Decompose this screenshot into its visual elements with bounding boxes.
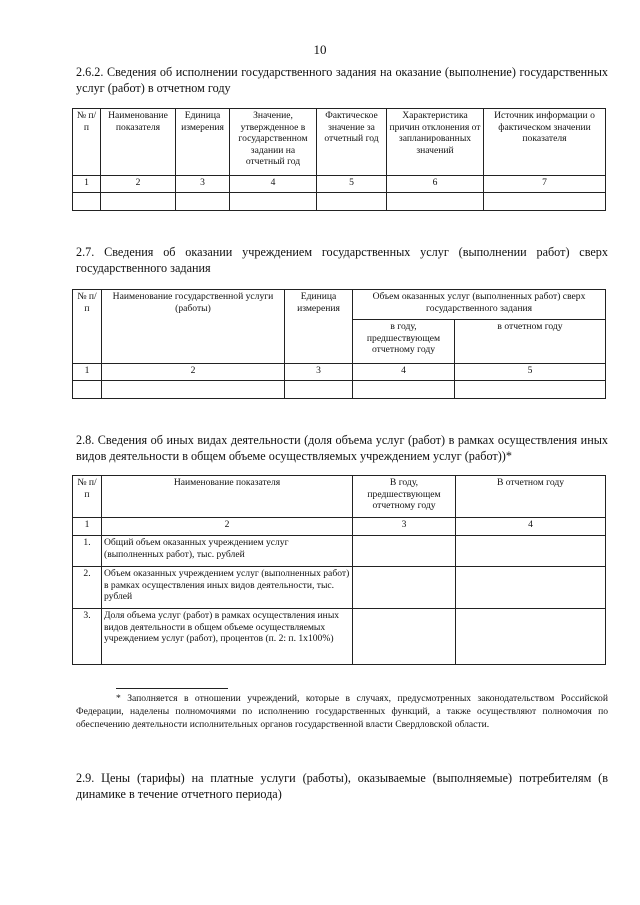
table-2-7 [72, 289, 606, 399]
table-row [73, 609, 606, 665]
empty-cell [353, 381, 455, 399]
header-cell: Характеристика причин отклонения от запланированных значений [387, 109, 484, 176]
empty-cell [455, 381, 606, 399]
row-number: 1. [73, 536, 102, 567]
column-number: 3 [285, 364, 353, 381]
header-cell: В году, предшествующем отчетному году [353, 476, 456, 518]
column-number: 6 [387, 176, 484, 193]
column-number: 1 [73, 518, 102, 536]
empty-cell [484, 193, 606, 211]
row-number: 2. [73, 567, 102, 609]
header-cell: № п/п [73, 290, 102, 364]
value-cell-reporting-year [456, 536, 606, 567]
header-cell: Наименование показателя [101, 109, 176, 176]
column-number: 1 [73, 176, 101, 193]
column-number: 3 [176, 176, 230, 193]
footnote-separator [116, 688, 228, 689]
page-number: 10 [313, 42, 327, 57]
table-header-row [73, 290, 606, 320]
column-number: 5 [317, 176, 387, 193]
header-cell: Фактическое значение за отчетный год [317, 109, 387, 176]
empty-cell [73, 381, 102, 399]
column-number: 2 [101, 176, 176, 193]
empty-cell [317, 193, 387, 211]
value-cell-previous-year [353, 567, 456, 609]
empty-cell [102, 381, 285, 399]
section-2-7-heading: 2.7. Сведения об оказании учреждением государственных услуг (выполнении работ) сверх государственного задания [76, 245, 608, 275]
column-number: 2 [102, 364, 285, 381]
empty-cell [230, 193, 317, 211]
empty-cell [73, 193, 101, 211]
empty-cell [285, 381, 353, 399]
header-cell: Наименование государственной услуги (работы) [102, 290, 285, 364]
table-row [73, 536, 606, 567]
indicator-name: Доля объема услуг (работ) в рамках осуществления иных видов деятельности в общем объеме осуществляемых учреждением услуг (работ), процентов (п. 2: п. 1х100%) [102, 609, 353, 665]
column-number: 4 [353, 364, 455, 381]
table-header-row [73, 109, 606, 176]
subheader-cell: в отчетном году [455, 320, 606, 364]
table-2-8 [72, 475, 606, 665]
column-number: 1 [73, 364, 102, 381]
indicator-name: Объем оказанных учреждением услуг (выполненных работ) в рамках осуществления иных видов деятельности, тыс. рублей [102, 567, 353, 609]
table-2-6-2 [72, 108, 606, 211]
empty-cell [176, 193, 230, 211]
empty-row [73, 381, 606, 399]
empty-cell [387, 193, 484, 211]
section-2-8-heading: 2.8. Сведения об иных видах деятельности (доля объема услуг (работ) в рамках осуществления иных видов деятельности в общем объеме осуществляемых учреждением услуг (работ))* [76, 433, 608, 463]
column-number-row [73, 518, 606, 536]
value-cell-reporting-year [456, 609, 606, 665]
subheader-cell: в году, предшествующем отчетному году [353, 320, 455, 364]
header-cell: Единица измерения [176, 109, 230, 176]
column-number: 5 [455, 364, 606, 381]
header-cell: Значение, утвержденное в государственном задании на отчетный год [230, 109, 317, 176]
empty-cell [101, 193, 176, 211]
column-number: 3 [353, 518, 456, 536]
column-number: 4 [230, 176, 317, 193]
column-number: 7 [484, 176, 606, 193]
column-number-row [73, 176, 606, 193]
header-cell: Источник информации о фактическом значении показателя [484, 109, 606, 176]
value-cell-reporting-year [456, 567, 606, 609]
indicator-name: Общий объем оказанных учреждением услуг (выполненных работ), тыс. рублей [102, 536, 353, 567]
column-number: 4 [456, 518, 606, 536]
header-cell: В отчетном году [456, 476, 606, 518]
column-number-row [73, 364, 606, 381]
header-cell: Единица измерения [285, 290, 353, 364]
table-row [73, 567, 606, 609]
column-number: 2 [102, 518, 353, 536]
header-cell: № п/п [73, 476, 102, 518]
value-cell-previous-year [353, 609, 456, 665]
section-2-9-heading: 2.9. Цены (тарифы) на платные услуги (работы), оказываемые (выполняемые) потребителям (в динамике в течение отчетного периода) [76, 771, 608, 801]
header-group-cell: Объем оказанных услуг (выполненных работ) сверх государственного задания [353, 290, 606, 320]
value-cell-previous-year [353, 536, 456, 567]
section-2-6-2-heading: 2.6.2. Сведения об исполнении государственного задания на оказание (выполнение) государственных услуг (работ) в отчетном году [76, 65, 608, 95]
header-cell: № п/п [73, 109, 101, 176]
empty-row [73, 193, 606, 211]
row-number: 3. [73, 609, 102, 665]
table-header-row [73, 476, 606, 518]
header-cell: Наименование показателя [102, 476, 353, 518]
footnote: * Заполняется в отношении учреждений, которые в случаях, предусмотренных законодательством Российской Федерации, наделены полномочиями по исполнению государственных функций, а также осуществляют полномочия по обеспечению деятельности исполнительных органов государственной власти Свердловской области. [76, 693, 608, 730]
